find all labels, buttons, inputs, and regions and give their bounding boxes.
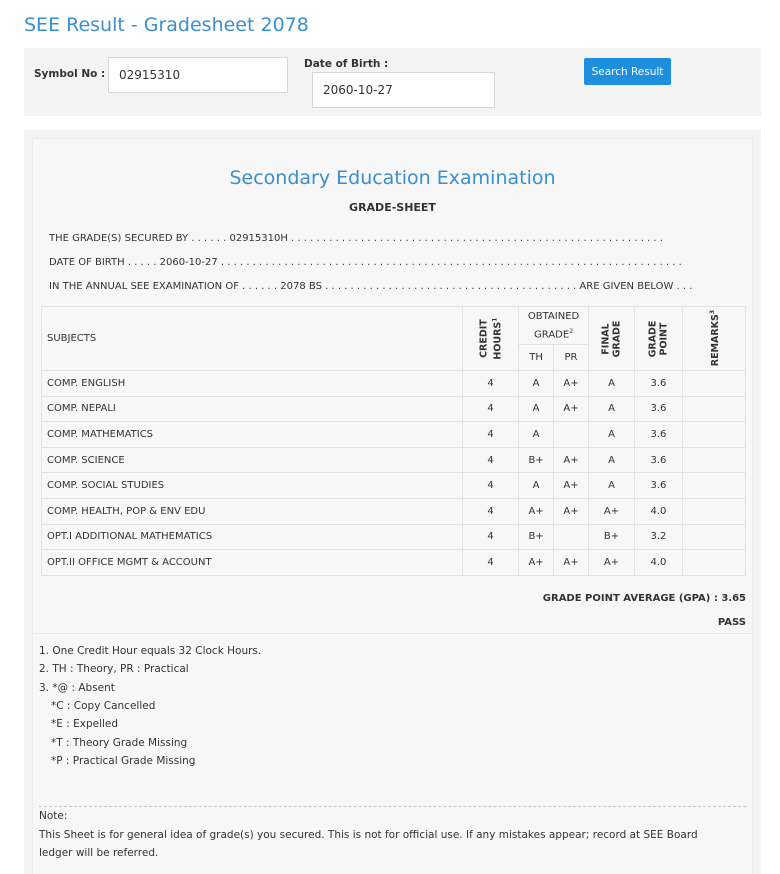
pr-grade-cell xyxy=(554,422,589,448)
subject-cell: OPT.II OFFICE MGMT & ACCOUNT xyxy=(42,550,463,576)
grade-point-cell: 3.6 xyxy=(634,396,682,422)
remarks-cell xyxy=(682,447,745,473)
footnote-expelled: *E : Expelled xyxy=(51,718,119,730)
exam-line: IN THE ANNUAL SEE EXAMINATION OF . . . . . . 2078 BS . . . . . . . . . . . . . . . . . . . . . . . . . . . . . . . . . . . . . . . . ARE GIVEN BELOW . . . xyxy=(49,281,693,292)
th-grade-cell: A xyxy=(519,396,554,422)
credit-hours-cell: 4 xyxy=(463,550,519,576)
dob-line: DATE OF BIRTH . . . . . 2060-10-27 . . . . . . . . . . . . . . . . . . . . . . . . . . . . . . . . . . . . . . . . . . . . . . . . . . . . . . . . . . . . . . . . . . . . . . . . . xyxy=(49,257,682,268)
dob-label: Date of Birth : xyxy=(304,58,389,70)
subject-cell: COMP. SCIENCE xyxy=(42,447,463,473)
grade-point-cell: 3.6 xyxy=(634,447,682,473)
header-credit-hours: CREDIT HOURS$^1$ xyxy=(463,307,519,371)
subject-cell: COMP. ENGLISH xyxy=(42,371,463,397)
notes-area xyxy=(33,633,752,874)
gradesheet-container xyxy=(24,130,761,874)
remarks-cell xyxy=(682,371,745,397)
table-row xyxy=(42,447,746,473)
table-row xyxy=(42,422,746,448)
note-text-line-1: This Sheet is for general idea of grade(s) you secured. This is not for official use. If any mistakes appear; record at SEE Board xyxy=(39,829,698,841)
header-obtained-grade: OBTAINED GRADE$^2$ xyxy=(519,307,589,345)
table-row xyxy=(42,550,746,576)
footnote-theory-missing: *T : Theory Grade Missing xyxy=(51,737,188,749)
grade-point-cell: 3.6 xyxy=(634,473,682,499)
header-th: TH xyxy=(519,345,554,371)
subject-cell: COMP. SOCIAL STUDIES xyxy=(42,473,463,499)
pr-grade-cell xyxy=(554,524,589,550)
pr-grade-cell: A+ xyxy=(554,447,589,473)
subject-cell: COMP. HEALTH, POP & ENV EDU xyxy=(42,498,463,524)
note-text-line-2: ledger will be referred. xyxy=(39,847,159,859)
result-status: PASS xyxy=(717,617,746,628)
th-grade-cell: A xyxy=(519,473,554,499)
footnote-practical-missing: *P : Practical Grade Missing xyxy=(51,755,196,767)
credit-hours-cell: 4 xyxy=(463,498,519,524)
grade-point-cell: 3.2 xyxy=(634,524,682,550)
grades-table xyxy=(41,306,746,576)
th-grade-cell: A xyxy=(519,422,554,448)
note-divider xyxy=(39,806,746,807)
remarks-cell xyxy=(682,524,745,550)
symbol-label: Symbol No : xyxy=(34,68,106,80)
th-grade-cell: A+ xyxy=(519,498,554,524)
pr-grade-cell: A+ xyxy=(554,550,589,576)
gpa-value: GRADE POINT AVERAGE (GPA) : 3.65 xyxy=(542,593,746,604)
footnote-copy-cancelled: *C : Copy Cancelled xyxy=(51,700,156,712)
gradesheet-heading: GRADE-SHEET xyxy=(349,201,436,214)
credit-hours-cell: 4 xyxy=(463,422,519,448)
footnote-2: 2. TH : Theory, PR : Practical xyxy=(39,663,189,675)
pr-grade-cell: A+ xyxy=(554,473,589,499)
footnote-3: 3. *@ : Absent xyxy=(39,682,115,694)
pr-grade-cell: A+ xyxy=(554,498,589,524)
header-grade-point: GRADE POINT xyxy=(634,307,682,371)
th-grade-cell: B+ xyxy=(519,447,554,473)
final-grade-cell: B+ xyxy=(589,524,635,550)
table-row xyxy=(42,371,746,397)
remarks-cell xyxy=(682,422,745,448)
credit-hours-cell: 4 xyxy=(463,396,519,422)
grade-point-cell: 4.0 xyxy=(634,498,682,524)
th-grade-cell: A+ xyxy=(519,550,554,576)
credit-hours-cell: 4 xyxy=(463,524,519,550)
th-grade-cell: B+ xyxy=(519,524,554,550)
pr-grade-cell: A+ xyxy=(554,396,589,422)
grade-point-cell: 4.0 xyxy=(634,550,682,576)
remarks-cell xyxy=(682,550,745,576)
header-remarks: REMARKS$^3$ xyxy=(682,307,745,371)
header-final-grade: FINAL GRADE xyxy=(589,307,635,371)
note-label: Note: xyxy=(39,810,68,822)
subject-cell: COMP. MATHEMATICS xyxy=(42,422,463,448)
dob-input[interactable] xyxy=(312,72,495,108)
grade-point-cell: 3.6 xyxy=(634,371,682,397)
footnote-1: 1. One Credit Hour equals 32 Clock Hours. xyxy=(39,645,262,657)
header-pr: PR xyxy=(554,345,589,371)
th-grade-cell: A xyxy=(519,371,554,397)
remarks-cell xyxy=(682,473,745,499)
search-result-button[interactable]: Search Result xyxy=(584,58,671,85)
grade-point-cell: 3.6 xyxy=(634,422,682,448)
remarks-cell xyxy=(682,396,745,422)
remarks-cell xyxy=(682,498,745,524)
pr-grade-cell: A+ xyxy=(554,371,589,397)
final-grade-cell: A xyxy=(589,371,635,397)
table-row xyxy=(42,473,746,499)
gradesheet xyxy=(32,138,753,874)
header-subjects: SUBJECTS xyxy=(42,307,463,371)
final-grade-cell: A xyxy=(589,396,635,422)
final-grade-cell: A xyxy=(589,447,635,473)
credit-hours-cell: 4 xyxy=(463,371,519,397)
symbol-input[interactable] xyxy=(108,57,288,93)
subject-cell: OPT.I ADDITIONAL MATHEMATICS xyxy=(42,524,463,550)
table-row xyxy=(42,524,746,550)
exam-title: Secondary Education Examination xyxy=(229,167,556,189)
final-grade-cell: A+ xyxy=(589,498,635,524)
page-title: SEE Result - Gradesheet 2078 xyxy=(24,14,309,36)
subject-cell: COMP. NEPALI xyxy=(42,396,463,422)
table-row xyxy=(42,396,746,422)
final-grade-cell: A+ xyxy=(589,550,635,576)
final-grade-cell: A xyxy=(589,473,635,499)
final-grade-cell: A xyxy=(589,422,635,448)
credit-hours-cell: 4 xyxy=(463,473,519,499)
credit-hours-cell: 4 xyxy=(463,447,519,473)
search-panel xyxy=(24,48,761,116)
table-row xyxy=(42,498,746,524)
secured-by-line: THE GRADE(S) SECURED BY . . . . . . 02915310H . . . . . . . . . . . . . . . . . . . . . . . . . . . . . . . . . . . . . . . . . . . . . . . . . . . . . . . . . . . xyxy=(49,233,663,244)
